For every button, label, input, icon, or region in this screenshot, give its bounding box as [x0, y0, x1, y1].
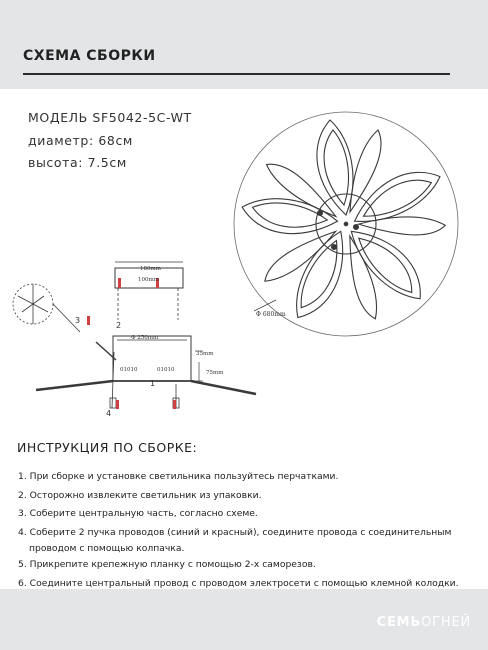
- list-item: 5. Прикрепите крепежную планку с помощью 2-х саморезов.: [18, 559, 316, 571]
- left-arm: [36, 381, 113, 390]
- list-item: 2. Осторожно извлеките светильник из упаковки.: [18, 489, 262, 501]
- list-item: 6. Соедините центральный провод с проводом электросети с помощью клемной колодки.: [18, 577, 459, 589]
- center-body: [113, 336, 191, 381]
- screw-detail: [13, 284, 80, 332]
- marker-2: 2: [116, 321, 122, 330]
- dim-75-label: 75mm: [206, 370, 224, 376]
- instructions-title: ИНСТРУКЦИЯ ПО СБОРКЕ:: [17, 440, 198, 455]
- brand-bold: СЕМЬ: [376, 615, 422, 630]
- dim-100-label: 100mm: [138, 277, 159, 283]
- marker-1: 1: [150, 379, 156, 388]
- dim-680-label: Φ 680mm: [256, 311, 286, 318]
- dim-250-label: Φ 250mm: [131, 335, 159, 341]
- model-label: МОДЕЛЬ SF5042-5C-WT: [28, 110, 192, 125]
- header-bar: [0, 0, 488, 89]
- list-item: проводом с помощью колпачка.: [29, 543, 185, 555]
- lamp-top-view: [234, 112, 458, 336]
- page-title: СХЕМА СБОРКИ: [23, 48, 156, 64]
- screw-markers: [87, 278, 176, 409]
- height-label: высота: 7.5см: [28, 155, 127, 170]
- diameter-label: диаметр: 68см: [28, 133, 133, 148]
- assembly-drawing: [0, 90, 488, 430]
- brand-light: ОГНЕЙ: [421, 615, 471, 630]
- header-divider: [23, 73, 450, 75]
- dim-35-label: 35mm: [196, 351, 214, 357]
- terminal-label-right: 01010: [157, 367, 175, 373]
- instructions-list: [18, 468, 459, 594]
- brand-logo: [377, 615, 471, 630]
- list-item: 3. Соберите центральную часть, согласно схеме.: [18, 508, 258, 520]
- right-arm: [191, 381, 256, 394]
- marker-4: 4: [106, 409, 112, 418]
- list-item: 4. Соберите 2 пучка проводов (синий и красный), соедините провода с соединительным: [18, 526, 452, 538]
- terminal-label-left: 01010: [120, 367, 138, 373]
- marker-3: 3: [75, 316, 81, 325]
- dim-180-label: 180mm: [140, 266, 161, 272]
- list-item: 1. При сборке и установке светильника пользуйтесь перчатками.: [18, 471, 339, 482]
